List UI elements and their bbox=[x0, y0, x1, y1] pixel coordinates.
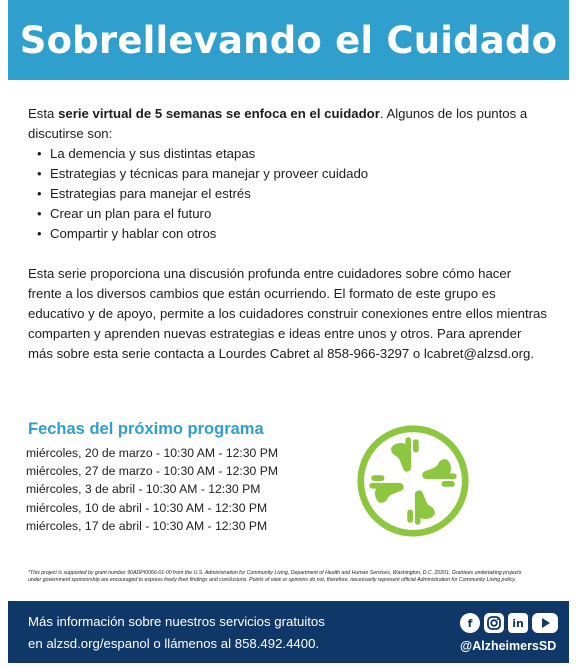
description-paragraph: Esta serie proporciona una discusión profunda entre cuidadores sobre cómo hacer frente a los diversos cambios que están ocurriendo. El formato de este grupo es educativo y de apoyo, permite a los cuidadores construir conexiones entre ellos mientras comparten y aprenden nuevas estrategias e ideas entre unos y otros. Para aprender más sobre esta serie contacta a Lourdes Cabret al 858-966-3297 o lcabret@alzsd.org. bbox=[28, 266, 547, 361]
list-item: • Estrategias para manejar el estrés bbox=[50, 184, 548, 204]
footer-banner bbox=[8, 601, 569, 663]
grant-footnote: *This project is supported by grant number 90ADPI0066-01-00 from the U.S. Administration for Community Living, Department of Health and Human Services, Washington, D.C. 20201. Grantees undertaking projects under government sponsorship are encouraged to express freely their findings and conclusions. Points of view or opinions do not, therefore, necessarily represent official Administration for Community Living policy. bbox=[28, 570, 522, 583]
linkedin-icon[interactable]: in bbox=[508, 613, 528, 633]
instagram-icon[interactable] bbox=[484, 613, 504, 633]
list-item: • Estrategias y técnicas para manejar y proveer cuidado bbox=[50, 164, 548, 184]
dates-list bbox=[26, 444, 278, 535]
footer-line-2: en alzsd.org/espanol o llámenos al 858.492.4400. bbox=[28, 636, 320, 651]
page-title: Sobrellevando el Cuidado bbox=[19, 18, 558, 62]
intro-text-bold: serie virtual de 5 semanas se enfoca en el cuidador bbox=[58, 106, 380, 121]
date-item: miércoles, 10 de abril - 10:30 AM - 12:30 PM bbox=[26, 500, 268, 515]
date-item: miércoles, 20 de marzo - 10:30 AM - 12:30 PM bbox=[26, 446, 278, 460]
header-banner bbox=[8, 0, 569, 80]
dates-heading: Fechas del próximo programa bbox=[28, 420, 264, 438]
youtube-icon[interactable] bbox=[532, 613, 558, 633]
intro-text-end: . Algunos de los puntos a discutirse son: bbox=[28, 106, 528, 141]
intro-text-start: Esta bbox=[28, 106, 59, 121]
main-content bbox=[28, 104, 548, 364]
date-item: miércoles, 17 de abril - 10:30 AM - 12:30 PM bbox=[26, 518, 268, 533]
date-item: miércoles, 27 de marzo - 10:30 AM - 12:30 PM bbox=[26, 464, 278, 479]
caregiving-hands-logo-icon bbox=[356, 424, 470, 538]
footer-text bbox=[28, 611, 325, 655]
date-item: miércoles, 3 de abril - 10:30 AM - 12:30 PM bbox=[26, 482, 261, 497]
list-item: • Crear un plan para el futuro bbox=[50, 204, 548, 224]
list-item: • Compartir y hablar con otros bbox=[50, 224, 548, 244]
topics-list bbox=[28, 144, 548, 244]
footer-line-1: Más información sobre nuestros servicios gratuitos bbox=[28, 614, 325, 629]
facebook-icon[interactable]: f bbox=[460, 613, 480, 633]
social-handle[interactable]: @AlzheimersSD bbox=[460, 639, 557, 653]
social-icons bbox=[460, 613, 558, 633]
list-item: • La demencia y sus distintas etapas bbox=[50, 144, 548, 164]
intro-paragraph bbox=[28, 104, 548, 144]
